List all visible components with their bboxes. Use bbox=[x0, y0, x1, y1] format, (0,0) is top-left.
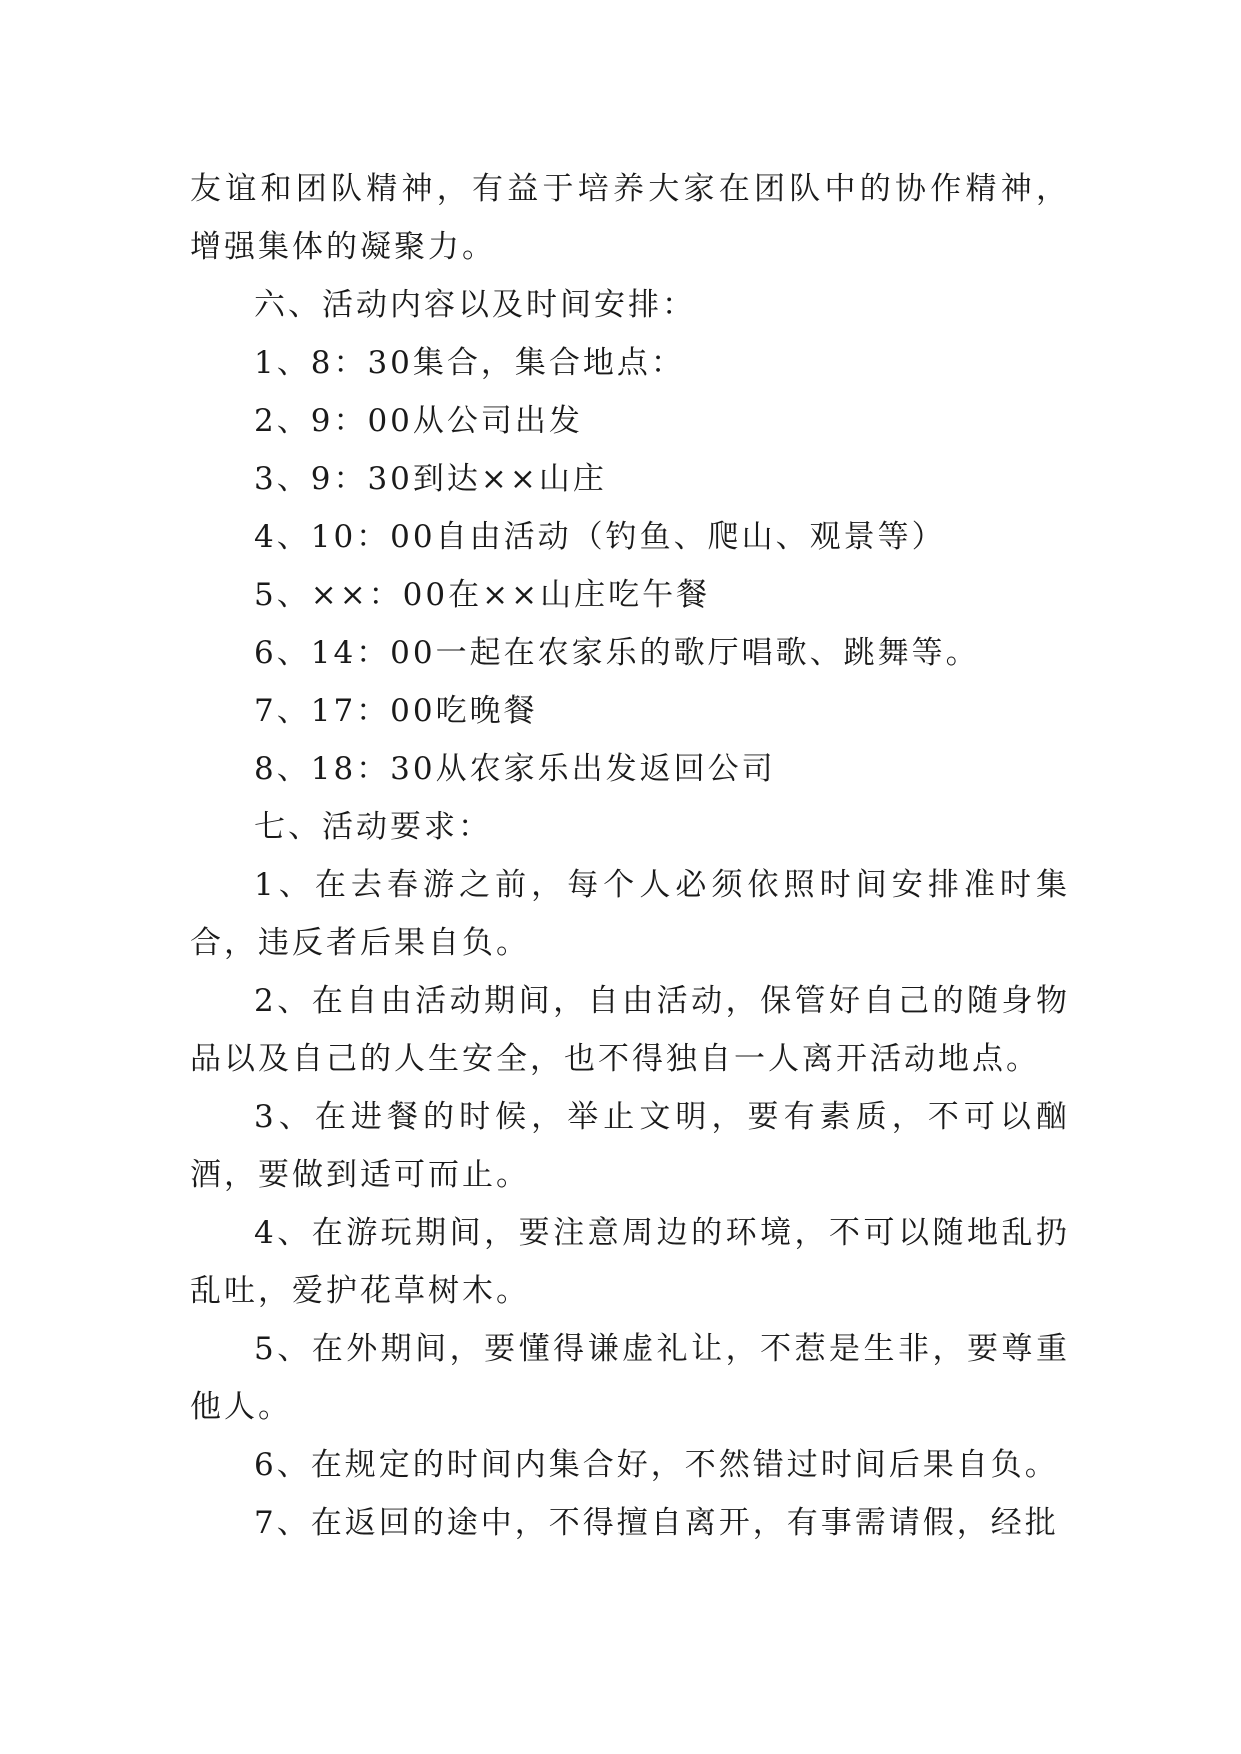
schedule-item: 7、17：00吃晚餐 bbox=[254, 693, 538, 729]
schedule-item: 8、18：30从农家乐出发返回公司 bbox=[254, 751, 776, 787]
requirement-item: 1、在去春游之前，每个人必须依照时间安排准时集合，违反者后果自负。 bbox=[190, 867, 1070, 961]
schedule-item: 6、14：00一起在农家乐的歌厅唱歌、跳舞等。 bbox=[254, 635, 980, 671]
paragraph-intro-continuation: 友谊和团队精神，有益于培养大家在团队中的协作精神，增强集体的凝聚力。 bbox=[190, 171, 1070, 265]
requirement-item: 6、在规定的时间内集合好，不然错过时间后果自负。 bbox=[254, 1447, 1059, 1483]
requirement-item: 3、在进餐的时候，举止文明，要有素质，不可以酗酒，要做到适可而止。 bbox=[190, 1099, 1070, 1193]
requirement-item: 2、在自由活动期间，自由活动，保管好自己的随身物品以及自己的人生安全，也不得独自一人离开活动地点。 bbox=[190, 983, 1070, 1077]
section-heading-schedule: 六、活动内容以及时间安排： bbox=[254, 287, 696, 323]
requirement-item: 4、在游玩期间，要注意周边的环境，不可以随地乱扔乱吐，爱护花草树木。 bbox=[190, 1215, 1070, 1309]
requirement-item: 7、在返回的途中，不得擅自离开，有事需请假，经批 bbox=[254, 1505, 1059, 1541]
requirement-item: 5、在外期间，要懂得谦虚礼让，不惹是生非，要尊重他人。 bbox=[190, 1331, 1070, 1425]
schedule-item: 2、9：00从公司出发 bbox=[254, 403, 583, 439]
section-heading-requirements: 七、活动要求： bbox=[254, 809, 492, 845]
schedule-item: 5、××：00在××山庄吃午餐 bbox=[254, 577, 711, 613]
document-page bbox=[190, 160, 1070, 1552]
schedule-item: 3、9：30到达××山庄 bbox=[254, 461, 607, 497]
schedule-item: 1、8：30集合，集合地点： bbox=[254, 345, 685, 381]
schedule-item: 4、10：00自由活动（钓鱼、爬山、观景等） bbox=[254, 519, 946, 555]
